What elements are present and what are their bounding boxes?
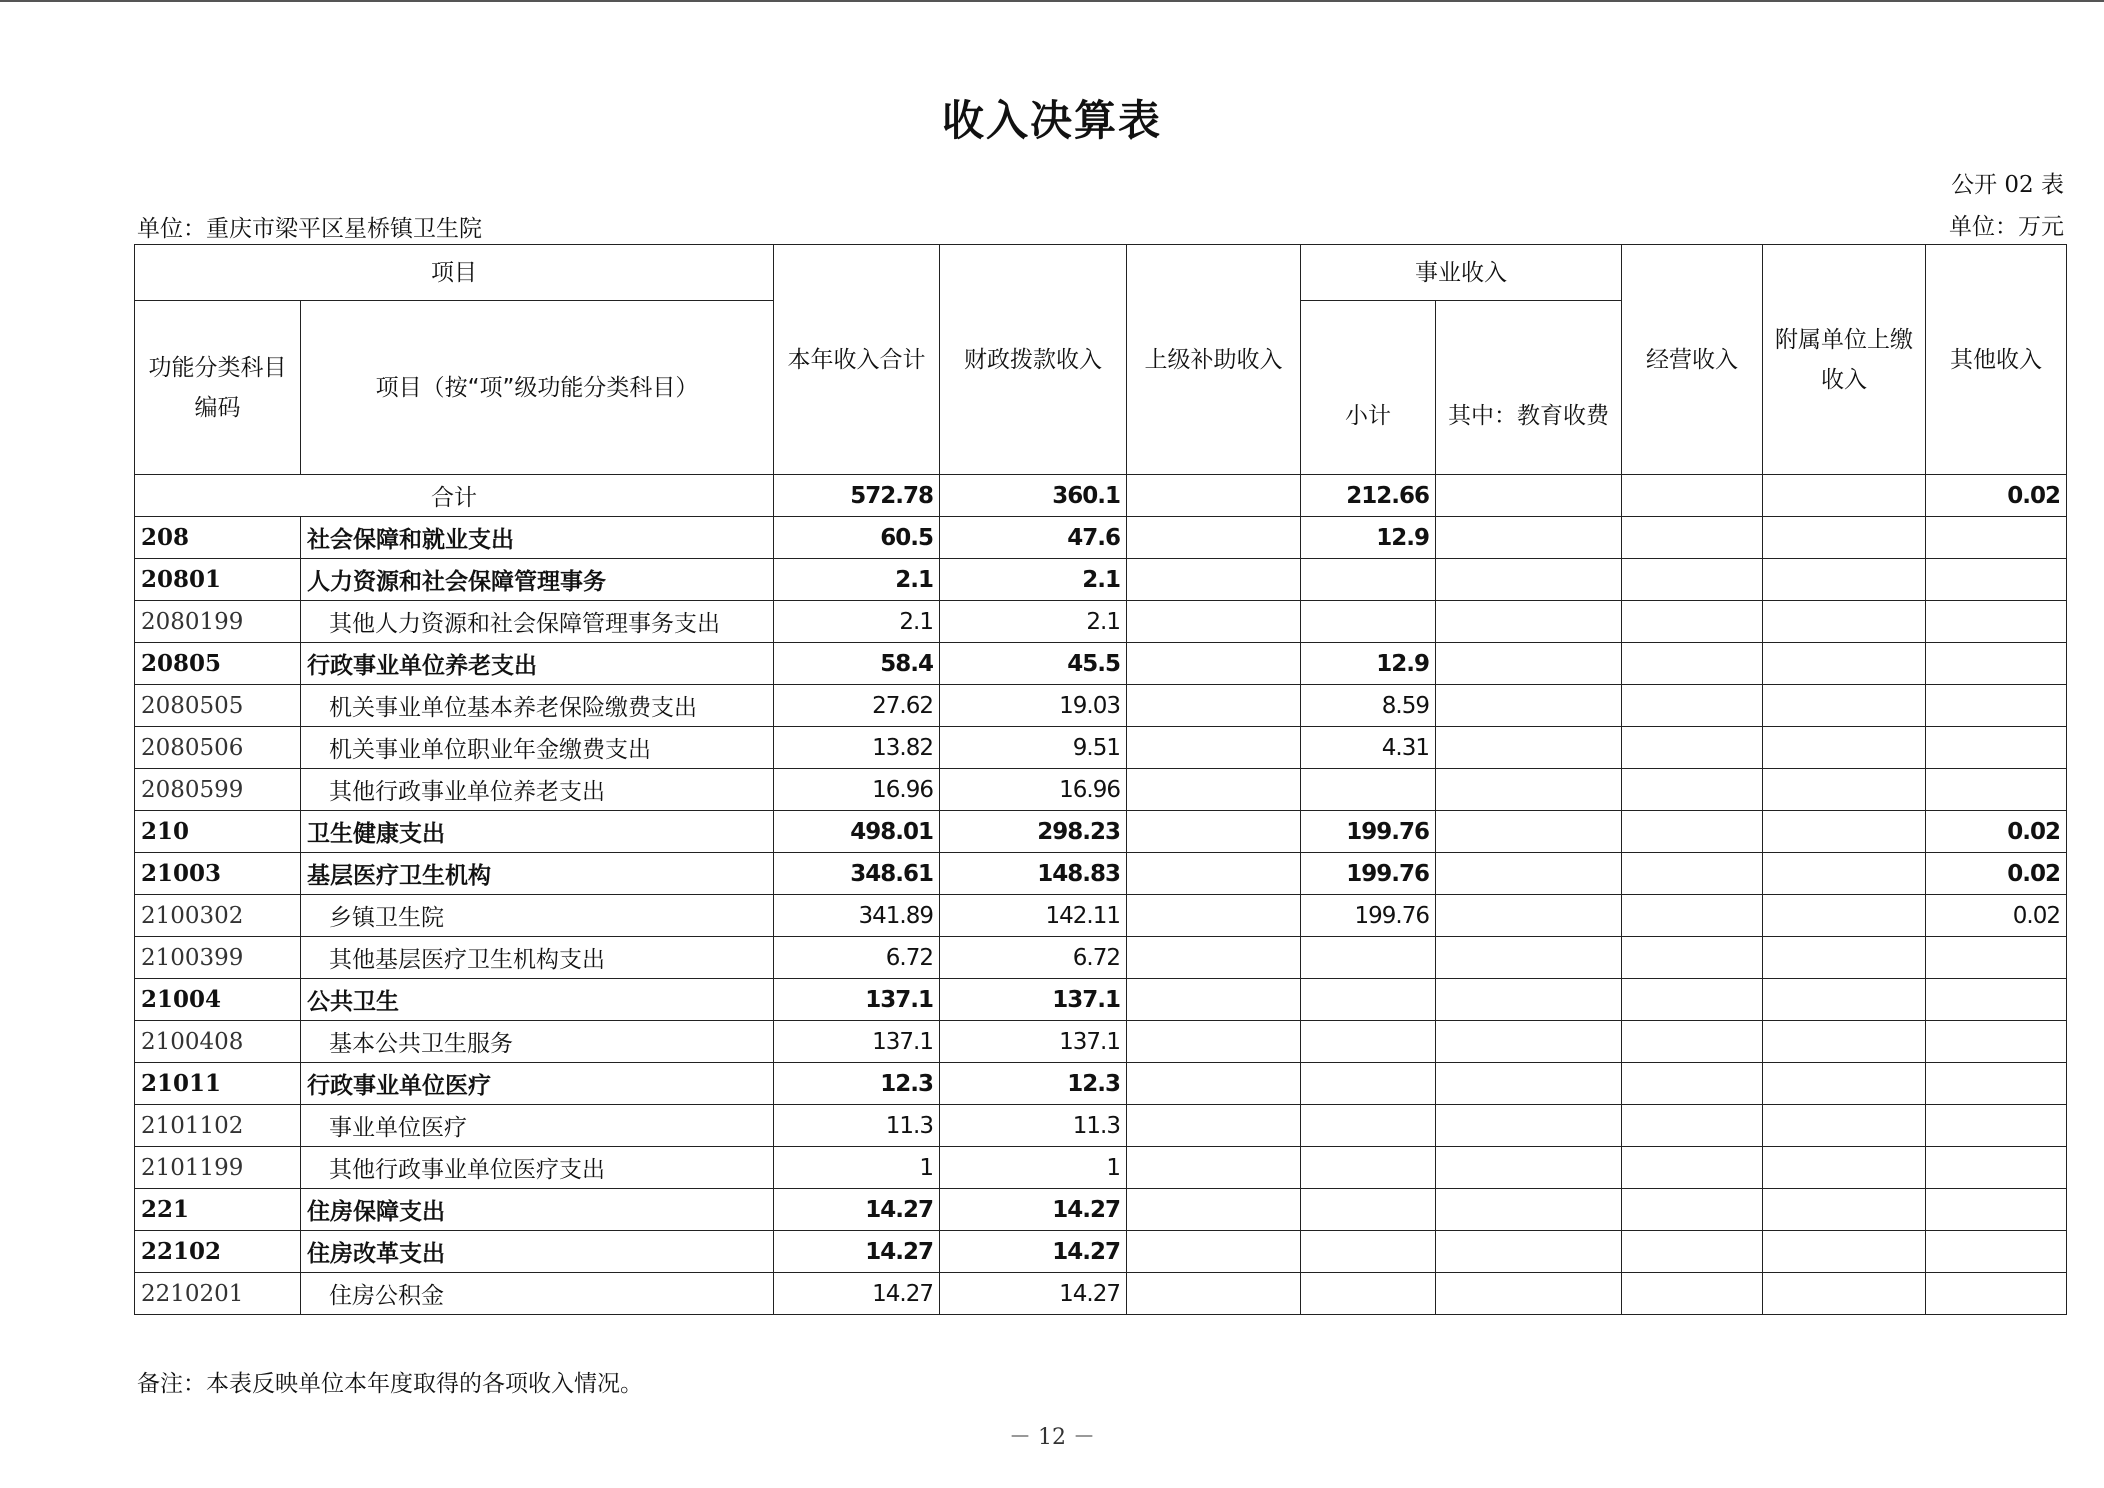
row-education [1436,811,1622,853]
table-note: 备注：本表反映单位本年度取得的各项收入情况。 [137,1371,643,1397]
row-code: 2080599 [135,769,301,811]
row-total: 27.62 [774,685,940,727]
row-other [1926,1273,2067,1315]
row-operating [1622,853,1763,895]
row-operating [1622,1231,1763,1273]
row-other [1926,643,2067,685]
row-subtotal [1301,979,1436,1021]
row-code: 21003 [135,853,301,895]
row-education [1436,1147,1622,1189]
row-name: 机关事业单位基本养老保险缴费支出 [301,685,774,727]
row-subtotal [1301,769,1436,811]
row-subtotal [1301,1021,1436,1063]
row-affiliated [1763,685,1926,727]
page-title: 收入决算表 [941,96,1162,145]
row-total: 137.1 [774,979,940,1021]
row-operating [1622,769,1763,811]
form-number: 公开 02 表 [1951,172,2064,198]
row-name: 其他基层医疗卫生机构支出 [301,937,774,979]
row-name: 乡镇卫生院 [301,895,774,937]
table-row [135,895,2067,937]
row-code: 2080199 [135,601,301,643]
row-affiliated [1763,1063,1926,1105]
row-superior [1127,769,1301,811]
row-affiliated [1763,1105,1926,1147]
row-total: 14.27 [774,1231,940,1273]
row-total: 498.01 [774,811,940,853]
row-other [1926,1147,2067,1189]
header-name: 项目（按“项”级功能分类科目） [301,301,774,475]
row-fiscal: 2.1 [940,601,1127,643]
row-affiliated [1763,979,1926,1021]
row-operating [1622,1021,1763,1063]
header-operating: 经营收入 [1622,245,1763,475]
row-operating [1622,601,1763,643]
row-fiscal: 14.27 [940,1273,1127,1315]
total-superior [1127,475,1301,517]
row-superior [1127,1063,1301,1105]
row-name: 基本公共卫生服务 [301,1021,774,1063]
row-superior [1127,643,1301,685]
row-fiscal: 148.83 [940,853,1127,895]
row-operating [1622,643,1763,685]
row-other: 0.02 [1926,853,2067,895]
row-subtotal: 12.9 [1301,517,1436,559]
row-superior [1127,979,1301,1021]
row-other [1926,979,2067,1021]
row-subtotal [1301,559,1436,601]
row-education [1436,601,1622,643]
header-fiscal: 财政拨款收入 [940,245,1127,475]
row-operating [1622,517,1763,559]
row-fiscal: 142.11 [940,895,1127,937]
row-subtotal: 199.76 [1301,811,1436,853]
row-code: 2100408 [135,1021,301,1063]
row-total: 13.82 [774,727,940,769]
row-code: 210 [135,811,301,853]
row-superior [1127,937,1301,979]
row-operating [1622,895,1763,937]
row-operating [1622,1273,1763,1315]
row-code: 21011 [135,1063,301,1105]
row-other [1926,1231,2067,1273]
header-education: 其中：教育收费 [1436,301,1622,475]
row-education [1436,769,1622,811]
row-code: 22102 [135,1231,301,1273]
row-fiscal: 2.1 [940,559,1127,601]
row-code: 20805 [135,643,301,685]
income-table [134,244,2067,1315]
row-superior [1127,811,1301,853]
row-education [1436,1189,1622,1231]
row-total: 2.1 [774,559,940,601]
table-header [135,245,2067,475]
row-total: 60.5 [774,517,940,559]
row-affiliated [1763,517,1926,559]
row-operating [1622,1063,1763,1105]
row-subtotal [1301,1063,1436,1105]
total-row [135,475,2067,517]
row-education [1436,853,1622,895]
row-name: 行政事业单位养老支出 [301,643,774,685]
row-affiliated [1763,559,1926,601]
table-row [135,685,2067,727]
table-row [135,559,2067,601]
row-subtotal [1301,1105,1436,1147]
row-name: 卫生健康支出 [301,811,774,853]
total-other: 0.02 [1926,475,2067,517]
row-education [1436,727,1622,769]
row-fiscal: 12.3 [940,1063,1127,1105]
row-fiscal: 45.5 [940,643,1127,685]
row-code: 21004 [135,979,301,1021]
row-name: 公共卫生 [301,979,774,1021]
row-operating [1622,979,1763,1021]
row-total: 2.1 [774,601,940,643]
row-education [1436,1021,1622,1063]
row-total: 14.27 [774,1189,940,1231]
total-education [1436,475,1622,517]
table-body [135,475,2067,1315]
unit-currency: 单位：万元 [1949,214,2064,240]
row-name: 其他人力资源和社会保障管理事务支出 [301,601,774,643]
table-row [135,811,2067,853]
row-education [1436,1231,1622,1273]
table-row [135,727,2067,769]
table-row [135,1273,2067,1315]
row-total: 1 [774,1147,940,1189]
table-row [135,1063,2067,1105]
row-other [1926,727,2067,769]
row-name: 人力资源和社会保障管理事务 [301,559,774,601]
row-operating [1622,1147,1763,1189]
row-total: 6.72 [774,937,940,979]
row-education [1436,517,1622,559]
top-border-line [0,0,2104,2]
row-fiscal: 14.27 [940,1231,1127,1273]
row-superior [1127,1231,1301,1273]
row-education [1436,895,1622,937]
row-education [1436,559,1622,601]
row-fiscal: 9.51 [940,727,1127,769]
row-fiscal: 11.3 [940,1105,1127,1147]
row-other [1926,769,2067,811]
row-total: 14.27 [774,1273,940,1315]
row-superior [1127,1273,1301,1315]
row-name: 住房保障支出 [301,1189,774,1231]
row-subtotal [1301,1189,1436,1231]
row-name: 住房改革支出 [301,1231,774,1273]
row-affiliated [1763,937,1926,979]
header-business-income: 事业收入 [1301,245,1622,301]
table-row [135,937,2067,979]
total-total: 572.78 [774,475,940,517]
row-superior [1127,685,1301,727]
row-code: 221 [135,1189,301,1231]
row-code: 2100399 [135,937,301,979]
row-subtotal [1301,1147,1436,1189]
header-superior: 上级补助收入 [1127,245,1301,475]
table-row [135,601,2067,643]
row-education [1436,1063,1622,1105]
row-affiliated [1763,1021,1926,1063]
row-other [1926,1189,2067,1231]
row-total: 137.1 [774,1021,940,1063]
row-education [1436,643,1622,685]
row-subtotal: 8.59 [1301,685,1436,727]
row-other [1926,601,2067,643]
row-fiscal: 14.27 [940,1189,1127,1231]
row-subtotal: 4.31 [1301,727,1436,769]
row-subtotal [1301,937,1436,979]
row-name: 行政事业单位医疗 [301,1063,774,1105]
row-operating [1622,1189,1763,1231]
row-superior [1127,517,1301,559]
row-superior [1127,1021,1301,1063]
table-row [135,769,2067,811]
header-other: 其他收入 [1926,245,2067,475]
row-code: 208 [135,517,301,559]
row-education [1436,979,1622,1021]
table-row [135,517,2067,559]
row-affiliated [1763,895,1926,937]
row-total: 16.96 [774,769,940,811]
total-subtotal: 212.66 [1301,475,1436,517]
row-code: 2100302 [135,895,301,937]
header-item: 项目 [135,245,774,301]
row-education [1436,685,1622,727]
row-other: 0.02 [1926,895,2067,937]
row-fiscal: 1 [940,1147,1127,1189]
page-number: － 12 － [1009,1425,1095,1450]
row-other [1926,1105,2067,1147]
row-total: 12.3 [774,1063,940,1105]
header-code: 功能分类科目编码 [135,301,301,475]
row-superior [1127,895,1301,937]
table-row [135,853,2067,895]
row-affiliated [1763,727,1926,769]
header-total: 本年收入合计 [774,245,940,475]
total-affiliated [1763,475,1926,517]
row-code: 2210201 [135,1273,301,1315]
row-education [1436,1273,1622,1315]
total-label: 合计 [135,475,774,517]
header-affiliated: 附属单位上缴收入 [1763,245,1926,475]
row-superior [1127,1105,1301,1147]
row-affiliated [1763,1273,1926,1315]
row-fiscal: 19.03 [940,685,1127,727]
row-affiliated [1763,853,1926,895]
row-code: 20801 [135,559,301,601]
table-row [135,1189,2067,1231]
row-subtotal: 199.76 [1301,853,1436,895]
row-superior [1127,853,1301,895]
row-operating [1622,811,1763,853]
row-affiliated [1763,1189,1926,1231]
row-operating [1622,1105,1763,1147]
row-total: 348.61 [774,853,940,895]
table-row [135,1231,2067,1273]
row-fiscal: 16.96 [940,769,1127,811]
row-name: 基层医疗卫生机构 [301,853,774,895]
row-fiscal: 6.72 [940,937,1127,979]
row-name: 住房公积金 [301,1273,774,1315]
row-total: 341.89 [774,895,940,937]
row-fiscal: 137.1 [940,1021,1127,1063]
row-superior [1127,1147,1301,1189]
row-other [1926,685,2067,727]
row-fiscal: 47.6 [940,517,1127,559]
row-subtotal [1301,1231,1436,1273]
row-superior [1127,1189,1301,1231]
total-operating [1622,475,1763,517]
row-fiscal: 298.23 [940,811,1127,853]
row-affiliated [1763,769,1926,811]
total-fiscal: 360.1 [940,475,1127,517]
row-other [1926,937,2067,979]
row-code: 2080506 [135,727,301,769]
row-other [1926,517,2067,559]
row-other [1926,1021,2067,1063]
row-superior [1127,601,1301,643]
table-row [135,979,2067,1021]
row-fiscal: 137.1 [940,979,1127,1021]
header-subtotal: 小计 [1301,301,1436,475]
row-name: 其他行政事业单位养老支出 [301,769,774,811]
row-code: 2080505 [135,685,301,727]
row-affiliated [1763,643,1926,685]
row-operating [1622,559,1763,601]
row-operating [1622,937,1763,979]
table-row [135,643,2067,685]
row-name: 事业单位医疗 [301,1105,774,1147]
row-affiliated [1763,811,1926,853]
row-superior [1127,727,1301,769]
row-subtotal: 199.76 [1301,895,1436,937]
table-row [135,1021,2067,1063]
row-other [1926,559,2067,601]
table-row [135,1147,2067,1189]
row-code: 2101102 [135,1105,301,1147]
row-total: 58.4 [774,643,940,685]
row-affiliated [1763,1231,1926,1273]
row-subtotal [1301,601,1436,643]
row-superior [1127,559,1301,601]
row-operating [1622,685,1763,727]
row-affiliated [1763,601,1926,643]
row-subtotal: 12.9 [1301,643,1436,685]
row-affiliated [1763,1147,1926,1189]
row-name: 社会保障和就业支出 [301,517,774,559]
row-other [1926,1063,2067,1105]
table-row [135,1105,2067,1147]
row-name: 机关事业单位职业年金缴费支出 [301,727,774,769]
row-total: 11.3 [774,1105,940,1147]
row-education [1436,1105,1622,1147]
row-subtotal [1301,1273,1436,1315]
row-education [1436,937,1622,979]
row-code: 2101199 [135,1147,301,1189]
row-name: 其他行政事业单位医疗支出 [301,1147,774,1189]
row-operating [1622,727,1763,769]
unit-organization: 单位：重庆市梁平区星桥镇卫生院 [137,216,482,242]
row-other: 0.02 [1926,811,2067,853]
